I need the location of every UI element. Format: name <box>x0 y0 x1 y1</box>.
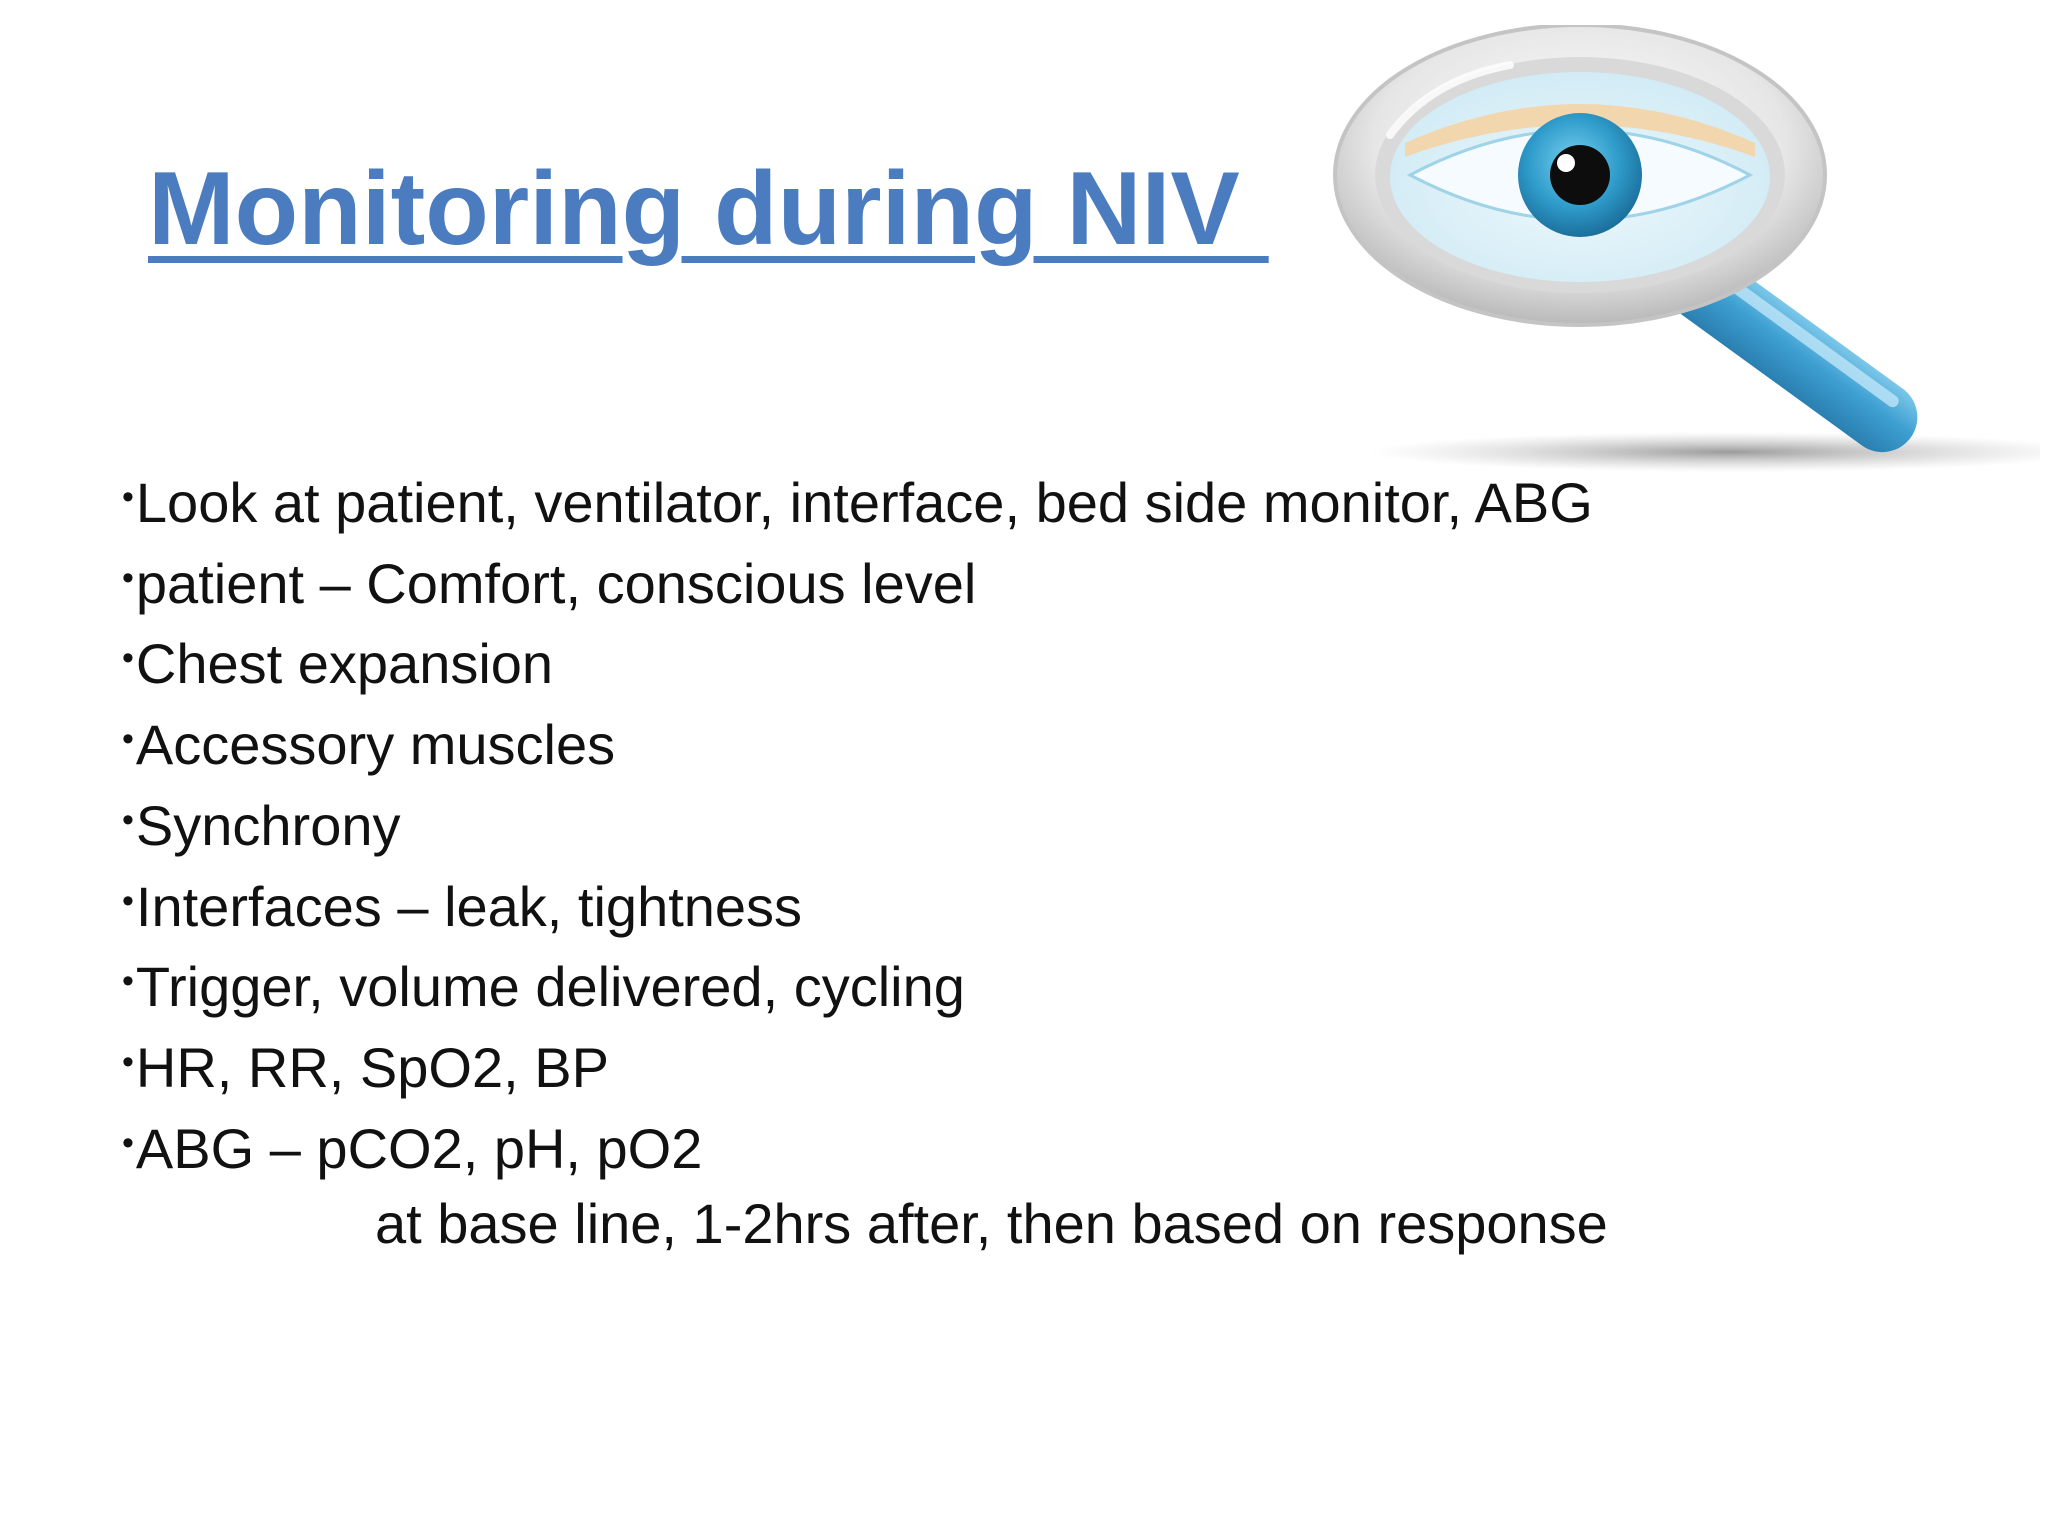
bullet-text: Interfaces – leak, tightness <box>135 874 803 938</box>
bullet-text: Synchrony <box>135 793 401 857</box>
shadow <box>1370 432 2040 472</box>
list-item <box>122 944 1608 1025</box>
list-item <box>122 702 1608 783</box>
slide-title: Monitoring during NIV <box>148 151 1269 267</box>
bullet-dot: • <box>122 558 134 597</box>
bullet-text: Accessory muscles <box>135 713 616 777</box>
bullet-dot: • <box>122 800 134 839</box>
bullet-text: Trigger, volume delivered, cycling <box>135 955 965 1019</box>
bullet-dot: • <box>122 720 134 759</box>
bullet-text: HR, RR, SpO2, BP <box>135 1035 609 1099</box>
bullet-text: Look at patient, ventilator, interface, bed side monitor, ABG <box>135 471 1593 534</box>
list-item <box>122 864 1608 945</box>
bullet-dot: • <box>122 962 134 1001</box>
list-item <box>122 783 1608 864</box>
bullet-dot: • <box>122 478 134 516</box>
list-item <box>122 1025 1608 1106</box>
bullet-text: Chest expansion <box>135 632 554 696</box>
pupil <box>1550 145 1610 205</box>
sub-line: at base line, 1-2hrs after, then based on response <box>375 1192 1608 1256</box>
bullet-text: ABG – pCO2, pH, pO2 <box>135 1116 703 1180</box>
list-item <box>122 1106 1608 1187</box>
bullet-dot: • <box>122 639 134 678</box>
bullet-dot: • <box>122 881 134 920</box>
magnifying-glass-eye-icon <box>1270 25 2040 485</box>
list-item <box>122 621 1608 702</box>
list-item <box>122 541 1608 622</box>
bullet-text: patient – Comfort, conscious level <box>135 551 977 615</box>
bullet-dot: • <box>122 1042 134 1081</box>
bullet-dot: • <box>122 1123 134 1162</box>
bullet-list <box>122 460 1608 1262</box>
